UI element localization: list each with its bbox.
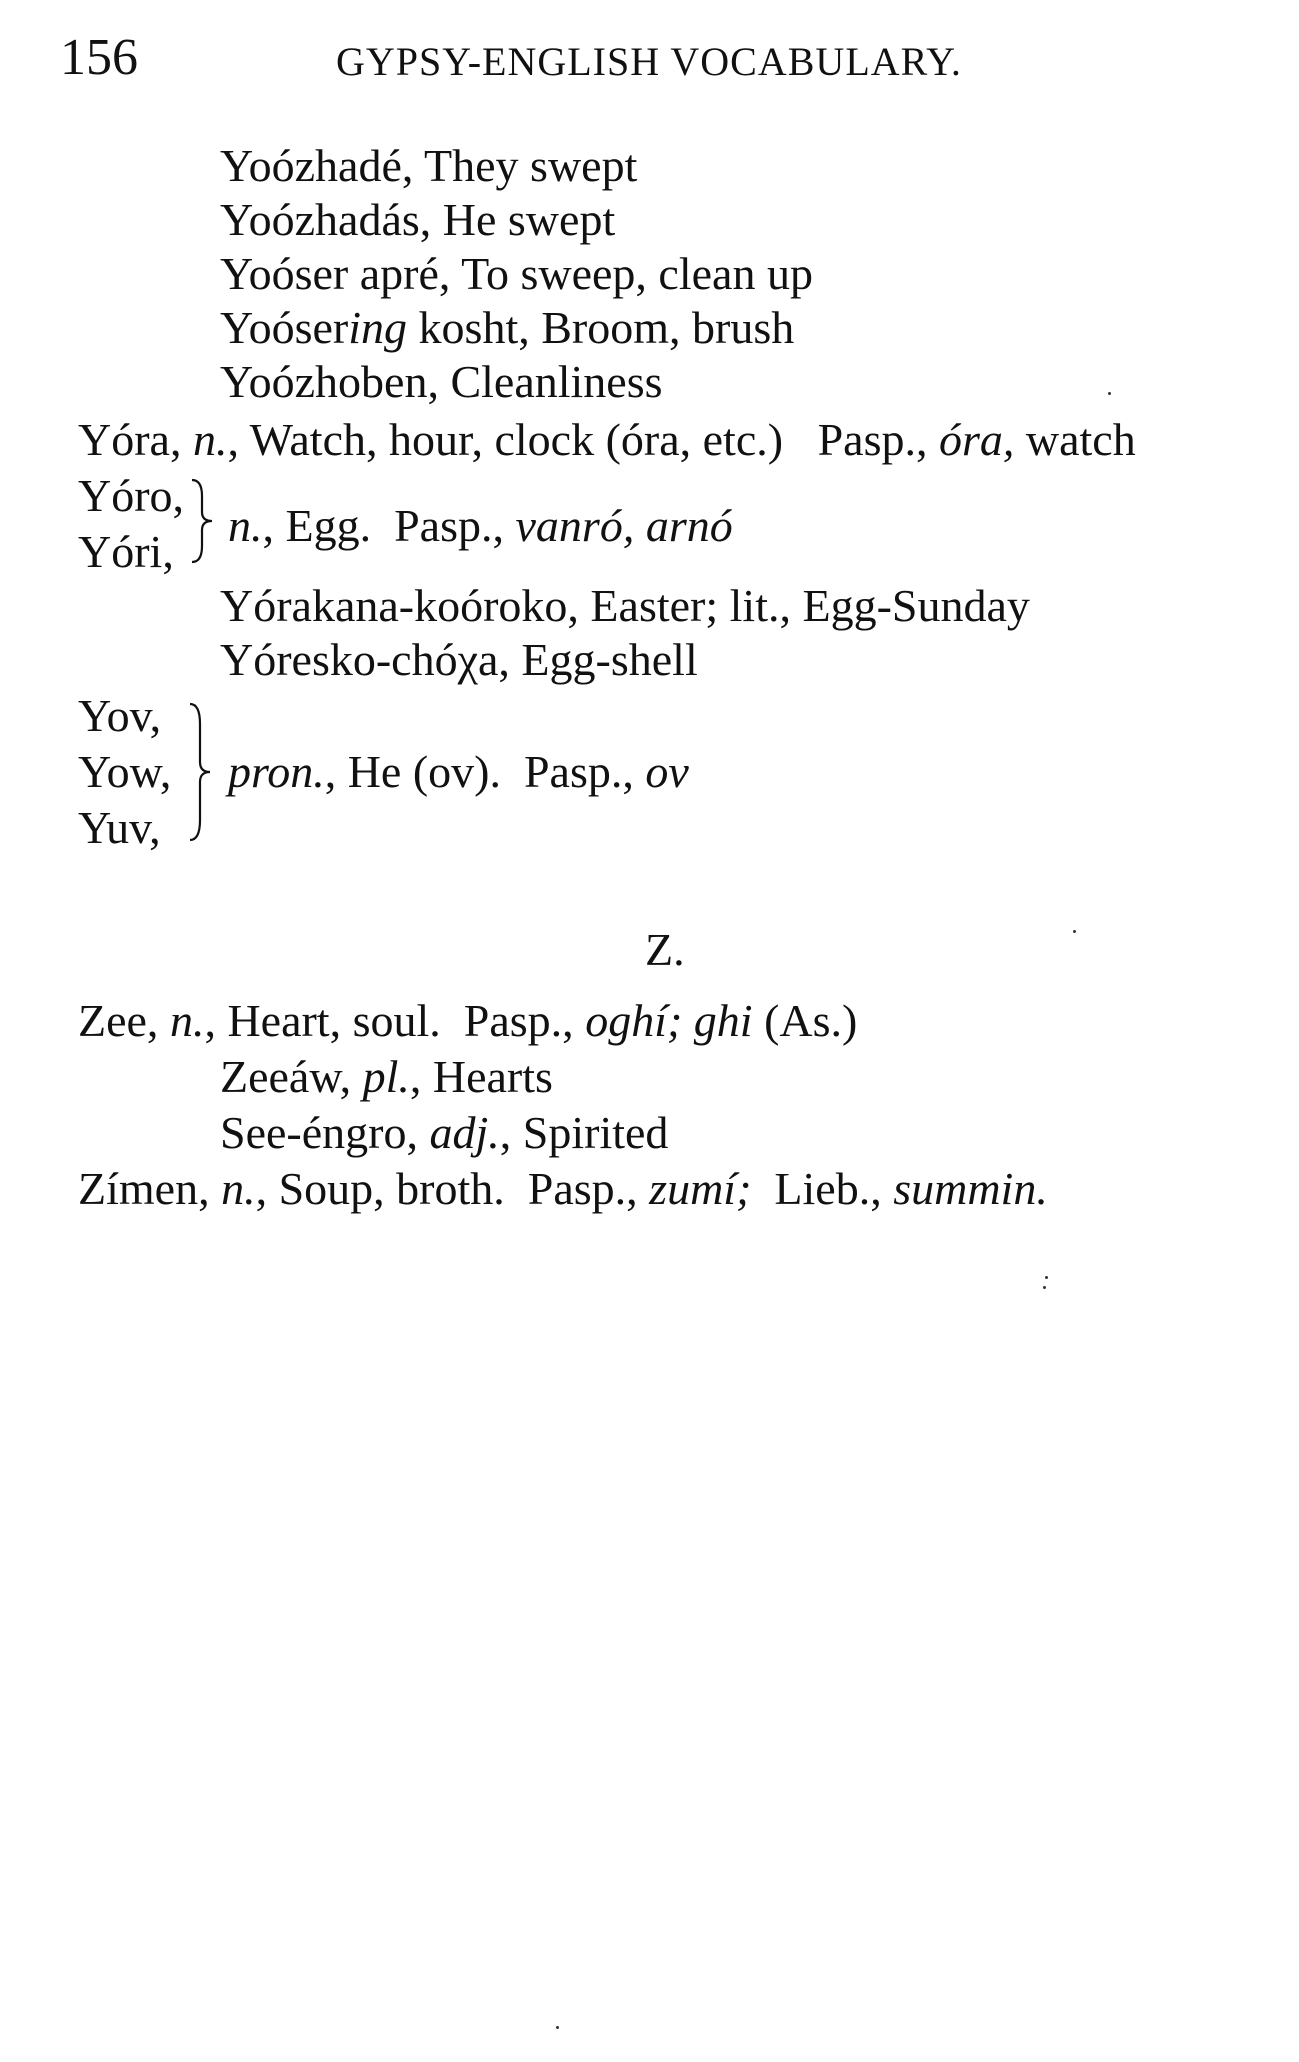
entry-yoro-definition: n., Egg. Pasp., vanró, arnó: [228, 500, 733, 551]
entry-yoro: Yóro,: [78, 470, 185, 521]
speck-mark: [556, 2026, 559, 2029]
entry-yow: Yow,: [78, 746, 172, 797]
running-title: GYPSY-ENGLISH VOCABULARY.: [336, 39, 962, 84]
entry-zeeaw: Zeeáw, pl., Hearts: [220, 1051, 553, 1102]
brace-icon: [188, 700, 216, 845]
entry-yora: Yóra, n., Watch, hour, clock (óra, etc.) Pasp., óra, watch: [78, 414, 1136, 465]
entry-yorakana: Yórakana-koóroko, Easter; lit., Egg-Sunday: [220, 580, 1030, 631]
section-letter-z: Z.: [645, 924, 685, 975]
speck-mark: [1045, 1276, 1048, 1279]
entry-zimen: Zímen, n., Soup, broth. Pasp., zumí; Lieb., summin.: [78, 1163, 1048, 1214]
entry-yooser: Yoóser apré, To sweep, clean up: [220, 248, 813, 299]
entry-yov-definition: pron., He (ov). Pasp., ov: [228, 746, 689, 797]
speck-mark: [1043, 1286, 1046, 1289]
entry-yoozhade: Yoózhadé, They swept: [220, 140, 638, 191]
brace-icon: [190, 476, 218, 566]
entry-yuv: Yuv,: [78, 802, 161, 853]
page-number: 156: [60, 29, 138, 86]
entry-yoozhadas: Yoózhadás, He swept: [220, 194, 616, 245]
entry-yoozhoben: Yoózhoben, Cleanliness: [220, 356, 663, 407]
entry-yoresko: Yóresko-chóχa, Egg-shell: [220, 634, 698, 685]
entry-yoosering: Yoósering kosht, Broom, brush: [220, 302, 795, 353]
entry-seengro: See-éngro, adj., Spirited: [220, 1107, 669, 1158]
entry-zee: Zee, n., Heart, soul. Pasp., oghí; ghi (As.): [78, 995, 858, 1046]
entry-yori: Yóri,: [78, 526, 174, 577]
entry-yov: Yov,: [78, 690, 162, 741]
speck-mark: [1108, 392, 1111, 395]
speck-mark: [1073, 930, 1076, 933]
